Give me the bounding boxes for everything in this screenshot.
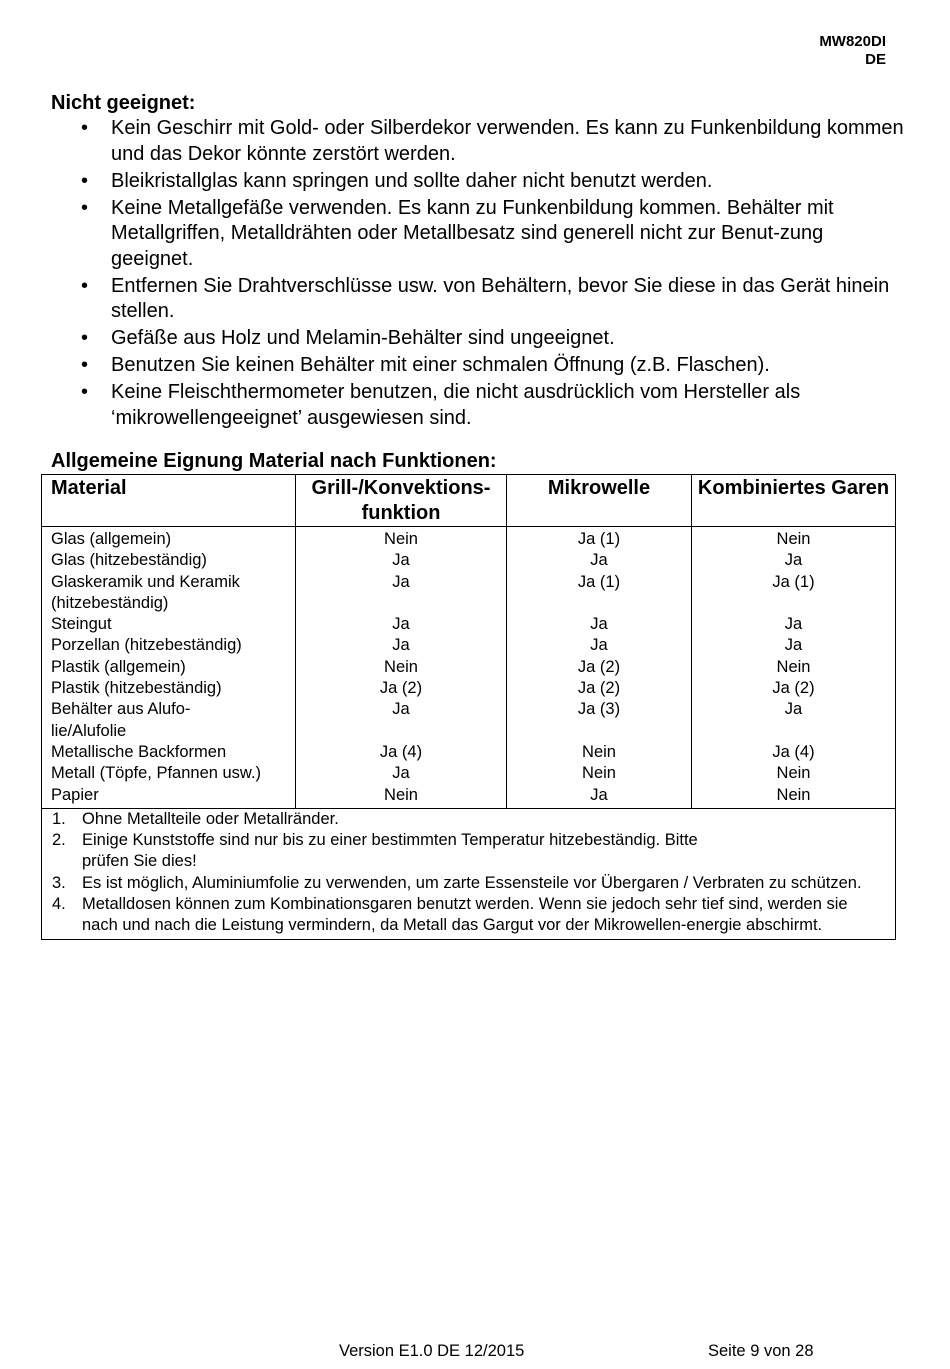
cell-combined: Nein — [692, 763, 896, 784]
cell-material: Glaskeramik und Keramik (hitzebeständig) — [42, 572, 296, 615]
cell-grill: Nein — [296, 527, 507, 551]
header-combined: Kombiniertes Garen — [692, 475, 896, 527]
table-row — [42, 527, 896, 551]
cell-combined: Ja — [692, 635, 896, 656]
cell-grill: Ja (2) — [296, 678, 507, 699]
cell-microwave: Ja (2) — [507, 678, 692, 699]
cell-combined: Ja — [692, 550, 896, 571]
header-grill: Grill-/Konvektions-funktion — [296, 475, 507, 527]
cell-microwave: Ja (1) — [507, 527, 692, 551]
unsuitable-heading: Nicht geeignet: — [51, 92, 196, 114]
cell-microwave: Ja — [507, 785, 692, 809]
cell-combined: Nein — [692, 785, 896, 809]
footnote: 4. Metalldosen können zum Kombinationsgaren benutzt werden. Wenn sie jedoch sehr tief sind, werden sie nach und nach die Leistung vermindern, da Metall das Gargut vor der Mikrowellen-energie abschirmt. — [52, 895, 848, 935]
cell-material: Papier — [42, 785, 296, 809]
list-item: • Keine Metallgefäße verwenden. Es kann zu Funkenbildung kommen. Behälter mit Metallgriffen, Metalldrähten oder Metallbesatz sind generell nicht zur Benut-zung geeignet. — [51, 196, 911, 273]
cell-combined: Nein — [692, 527, 896, 551]
cell-grill: Ja — [296, 572, 507, 615]
cell-microwave: Ja — [507, 614, 692, 635]
table-row — [42, 678, 896, 699]
footer-version: Version E1.0 DE 12/2015 — [339, 1342, 525, 1360]
list-item: • Entfernen Sie Drahtverschlüsse usw. von Behältern, bevor Sie diese in das Gerät hinein stellen. — [51, 274, 911, 325]
material-suitability-table — [41, 474, 896, 940]
cell-microwave: Ja — [507, 635, 692, 656]
cell-material: Metall (Töpfe, Pfannen usw.) — [42, 763, 296, 784]
cell-grill: Ja — [296, 699, 507, 742]
cell-microwave: Nein — [507, 763, 692, 784]
list-item: • Benutzen Sie keinen Behälter mit einer schmalen Öffnung (z.B. Flaschen). — [51, 353, 911, 379]
cell-grill: Ja — [296, 763, 507, 784]
cell-microwave: Nein — [507, 742, 692, 763]
list-item: • Gefäße aus Holz und Melamin-Behälter sind ungeeignet. — [51, 326, 911, 352]
cell-grill: Nein — [296, 785, 507, 809]
unsuitable-list — [51, 116, 911, 433]
footnote: 3. Es ist möglich, Aluminiumfolie zu verwenden, um zarte Essensteile vor Übergaren / Verbraten zu schützen. — [52, 873, 862, 892]
header-material: Material — [42, 475, 296, 527]
cell-material: Behälter aus Alufo-lie/Alufolie — [42, 699, 296, 742]
footnote: 2. Einige Kunststoffe sind nur bis zu einer bestimmten Temperatur hitzebeständig. Bitte prüfen Sie dies! — [52, 831, 698, 871]
cell-microwave: Ja (1) — [507, 572, 692, 615]
cell-microwave: Ja — [507, 550, 692, 571]
table-row — [42, 614, 896, 635]
cell-combined: Ja — [692, 699, 896, 742]
cell-microwave: Ja (2) — [507, 657, 692, 678]
cell-material: Plastik (allgemein) — [42, 657, 296, 678]
table-row — [42, 785, 896, 809]
table-row — [42, 635, 896, 656]
cell-material: Glas (allgemein) — [42, 527, 296, 551]
cell-combined: Nein — [692, 657, 896, 678]
cell-material: Glas (hitzebeständig) — [42, 550, 296, 571]
cell-microwave: Ja (3) — [507, 699, 692, 742]
table-header-row — [42, 475, 896, 527]
model-number: MW820DI — [819, 33, 886, 50]
footer-page-number: Seite 9 von 28 — [708, 1342, 814, 1360]
cell-grill: Nein — [296, 657, 507, 678]
notes-row — [42, 808, 896, 939]
cell-combined: Ja (4) — [692, 742, 896, 763]
cell-material: Plastik (hitzebeständig) — [42, 678, 296, 699]
list-item: • Keine Fleischthermometer benutzen, die nicht ausdrücklich vom Hersteller als ‘mikrowellengeeignet’ ausgewiesen sind. — [51, 380, 911, 431]
cell-combined: Ja (2) — [692, 678, 896, 699]
list-item: • Bleikristallglas kann springen und sollte daher nicht benutzt werden. — [51, 169, 911, 195]
table-row — [42, 763, 896, 784]
header-microwave: Mikrowelle — [507, 475, 692, 527]
table-row — [42, 550, 896, 571]
cell-material: Porzellan (hitzebeständig) — [42, 635, 296, 656]
footnotes-list — [42, 809, 895, 937]
notes-cell — [42, 808, 896, 939]
cell-material: Steingut — [42, 614, 296, 635]
cell-combined: Ja (1) — [692, 572, 896, 615]
cell-material: Metallische Backformen — [42, 742, 296, 763]
table-row — [42, 572, 896, 615]
cell-grill: Ja (4) — [296, 742, 507, 763]
document-code — [819, 33, 886, 69]
cell-grill: Ja — [296, 550, 507, 571]
cell-grill: Ja — [296, 614, 507, 635]
table-row — [42, 742, 896, 763]
suitability-heading: Allgemeine Eignung Material nach Funktionen: — [51, 450, 497, 472]
table-row — [42, 657, 896, 678]
footnote: 1. Ohne Metallteile oder Metallränder. — [52, 809, 339, 828]
cell-grill: Ja — [296, 635, 507, 656]
cell-combined: Ja — [692, 614, 896, 635]
language-code: DE — [865, 51, 886, 68]
table-row — [42, 699, 896, 742]
list-item: • Kein Geschirr mit Gold- oder Silberdekor verwenden. Es kann zu Funkenbildung kommen und das Dekor könnte zerstört werden. — [51, 116, 911, 167]
